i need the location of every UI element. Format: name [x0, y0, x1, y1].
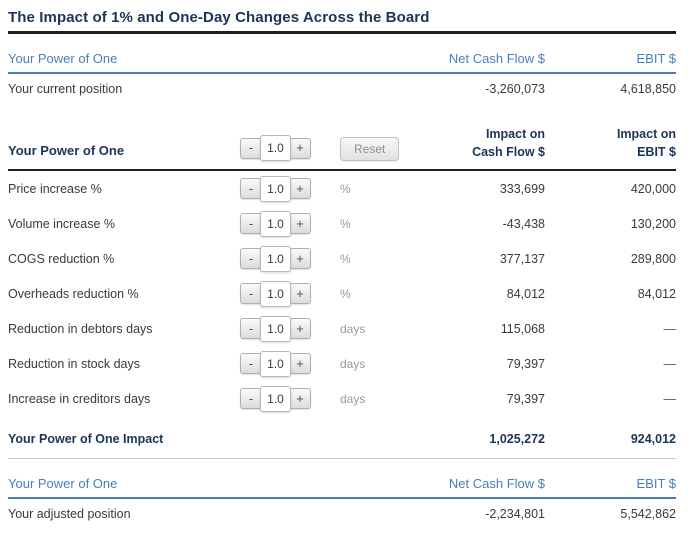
stepper-value[interactable]: 1.0: [260, 176, 291, 202]
row-label: Overheads reduction %: [8, 286, 139, 301]
decrement-button[interactable]: -: [240, 178, 262, 199]
unit-label: %: [340, 216, 351, 231]
value-stepper: [240, 246, 311, 272]
stepper-value[interactable]: 1.0: [260, 211, 291, 237]
increment-button[interactable]: +: [289, 248, 311, 269]
decrement-button[interactable]: -: [240, 248, 262, 269]
ebit-value: 289,800: [630, 251, 676, 266]
stepper-value[interactable]: 1.0: [260, 351, 291, 377]
total-label: Your Power of One Impact: [8, 431, 164, 446]
net-cash-flow-column-header: Net Cash Flow $: [448, 476, 545, 491]
total-ebit-value: 924,012: [630, 431, 676, 446]
cash-flow-value: -2,234,801: [485, 507, 545, 521]
increment-button[interactable]: +: [289, 353, 311, 374]
section-heading: Your Power of One: [8, 51, 118, 66]
increment-button[interactable]: +: [289, 138, 311, 159]
cash-flow-value: -43,438: [502, 216, 545, 231]
row-label: Reduction in stock days: [8, 356, 141, 371]
current-position-section: [8, 51, 676, 105]
current-position-header: [8, 51, 676, 74]
stepper-value[interactable]: 1.0: [260, 246, 291, 272]
impact-section: [8, 117, 676, 459]
ebit-value: —: [663, 356, 676, 371]
cash-flow-value: 84,012: [506, 286, 545, 301]
impact-cash-flow-column-header: Impact on Cash Flow $: [472, 126, 545, 159]
value-stepper: [240, 281, 311, 307]
impact-row: [8, 241, 676, 276]
unit-label: days: [340, 391, 366, 406]
master-stepper-cell: [240, 135, 340, 161]
cash-flow-value: 79,397: [506, 356, 545, 371]
ebit-value: —: [663, 391, 676, 406]
cash-flow-value: 333,699: [499, 181, 545, 196]
ebit-column-header: EBIT $: [636, 476, 676, 491]
row-label: Your current position: [8, 82, 123, 96]
cash-flow-value: 377,137: [499, 251, 545, 266]
section-heading: Your Power of One: [8, 143, 125, 158]
row-label: COGS reduction %: [8, 251, 115, 266]
ebit-value: 4,618,850: [620, 82, 676, 96]
stepper-value[interactable]: 1.0: [260, 316, 291, 342]
ebit-value: 5,542,862: [620, 507, 676, 521]
increment-button[interactable]: +: [289, 213, 311, 234]
decrement-button[interactable]: -: [240, 388, 262, 409]
impact-total-row: [8, 419, 676, 459]
net-cash-flow-column-header: Net Cash Flow $: [448, 51, 545, 66]
reset-cell: [340, 137, 400, 161]
cash-flow-value: 79,397: [506, 391, 545, 406]
stepper-value[interactable]: 1.0: [260, 135, 291, 161]
page-title: The Impact of 1% and One-Day Changes Across the Board: [8, 9, 676, 34]
row-label: Reduction in debtors days: [8, 321, 153, 336]
row-label: Increase in creditors days: [8, 391, 151, 406]
stepper-value[interactable]: 1.0: [260, 281, 291, 307]
cash-flow-value: -3,260,073: [485, 82, 545, 96]
decrement-button[interactable]: -: [240, 283, 262, 304]
decrement-button[interactable]: -: [240, 318, 262, 339]
unit-label: days: [340, 321, 366, 336]
impact-row: [8, 206, 676, 241]
increment-button[interactable]: +: [289, 388, 311, 409]
master-stepper: [240, 135, 311, 161]
stepper-value[interactable]: 1.0: [260, 386, 291, 412]
ebit-value: 420,000: [630, 181, 676, 196]
section-heading: Your Power of One: [8, 476, 118, 491]
impact-row: [8, 311, 676, 346]
total-cash-flow-value: 1,025,272: [489, 431, 545, 446]
value-stepper: [240, 316, 311, 342]
unit-label: %: [340, 286, 351, 301]
ebit-value: —: [663, 321, 676, 336]
ebit-value: 130,200: [630, 216, 676, 231]
unit-label: days: [340, 356, 366, 371]
increment-button[interactable]: +: [289, 178, 311, 199]
impact-ebit-column-header: Impact on EBIT $: [616, 126, 676, 159]
decrement-button[interactable]: -: [240, 353, 262, 374]
value-stepper: [240, 386, 311, 412]
impact-row: [8, 381, 676, 416]
row-label: Price increase %: [8, 181, 102, 196]
decrement-button[interactable]: -: [240, 138, 262, 159]
ebit-column-header: EBIT $: [636, 51, 676, 66]
unit-label: %: [340, 181, 351, 196]
impact-row: [8, 171, 676, 206]
impact-header: [8, 117, 676, 171]
ebit-value: 84,012: [637, 286, 676, 301]
adjusted-position-section: [8, 476, 676, 530]
increment-button[interactable]: +: [289, 283, 311, 304]
impact-row: [8, 276, 676, 311]
impact-row: [8, 346, 676, 381]
reset-button[interactable]: Reset: [340, 137, 399, 161]
row-label: Volume increase %: [8, 216, 116, 231]
increment-button[interactable]: +: [289, 318, 311, 339]
value-stepper: [240, 211, 311, 237]
value-stepper: [240, 176, 311, 202]
value-stepper: [240, 351, 311, 377]
decrement-button[interactable]: -: [240, 213, 262, 234]
current-position-row: [8, 74, 676, 105]
adjusted-position-header: [8, 476, 676, 499]
unit-label: %: [340, 251, 351, 266]
cash-flow-value: 115,068: [500, 321, 545, 336]
adjusted-position-row: [8, 499, 676, 530]
row-label: Your adjusted position: [8, 507, 131, 521]
